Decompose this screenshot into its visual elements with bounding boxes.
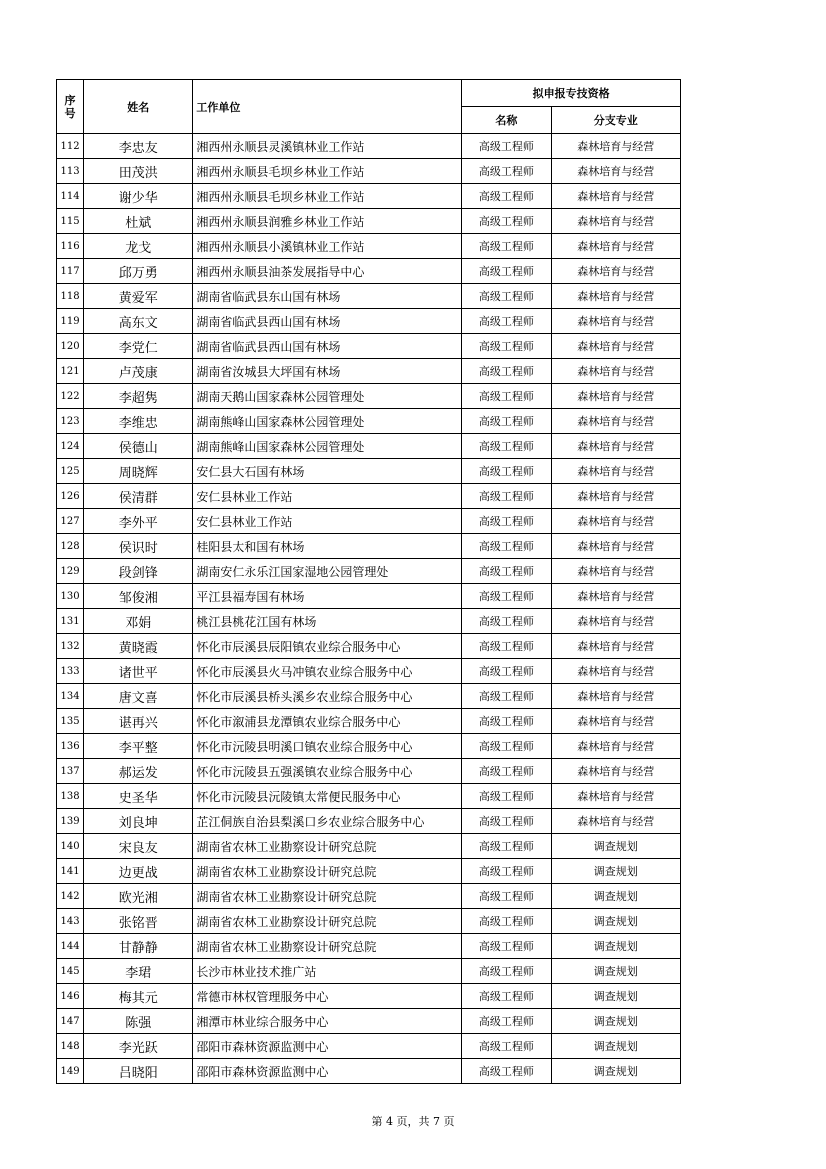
row-unit: 湖南省农林工业勘察设计研究总院 <box>193 884 462 909</box>
row-number: 127 <box>57 509 84 534</box>
row-specialty: 森林培育与经营 <box>551 659 680 684</box>
row-title: 高级工程师 <box>462 809 551 834</box>
row-specialty: 森林培育与经营 <box>551 209 680 234</box>
row-unit: 安仁县大石国有林场 <box>193 459 462 484</box>
row-name: 宋良友 <box>84 834 193 859</box>
row-unit: 安仁县林业工作站 <box>193 484 462 509</box>
table-row <box>57 534 681 559</box>
row-title: 高级工程师 <box>462 259 551 284</box>
row-name: 高东文 <box>84 309 193 334</box>
row-title: 高级工程师 <box>462 1009 551 1034</box>
row-unit: 怀化市沅陵县明溪口镇农业综合服务中心 <box>193 734 462 759</box>
row-name: 侯清群 <box>84 484 193 509</box>
table-row <box>57 709 681 734</box>
row-unit: 湘西州永顺县灵溪镇林业工作站 <box>193 134 462 159</box>
row-specialty: 调查规划 <box>551 984 680 1009</box>
row-title: 高级工程师 <box>462 184 551 209</box>
table-row <box>57 859 681 884</box>
row-specialty: 森林培育与经营 <box>551 784 680 809</box>
row-number: 129 <box>57 559 84 584</box>
row-title: 高级工程师 <box>462 634 551 659</box>
table-row <box>57 809 681 834</box>
row-title: 高级工程师 <box>462 284 551 309</box>
table-row <box>57 559 681 584</box>
row-specialty: 调查规划 <box>551 909 680 934</box>
row-title: 高级工程师 <box>462 709 551 734</box>
table-row <box>57 909 681 934</box>
row-specialty: 森林培育与经营 <box>551 684 680 709</box>
row-unit: 怀化市辰溪县辰阳镇农业综合服务中心 <box>193 634 462 659</box>
row-unit: 常德市林权管理服务中心 <box>193 984 462 1009</box>
row-title: 高级工程师 <box>462 559 551 584</box>
row-specialty: 森林培育与经营 <box>551 134 680 159</box>
row-title: 高级工程师 <box>462 334 551 359</box>
row-number: 148 <box>57 1034 84 1059</box>
row-name: 邓娟 <box>84 609 193 634</box>
seq-header-line2: 号 <box>64 106 76 120</box>
row-name: 陈强 <box>84 1009 193 1034</box>
row-number: 146 <box>57 984 84 1009</box>
row-name: 李超隽 <box>84 384 193 409</box>
row-specialty: 森林培育与经营 <box>551 759 680 784</box>
row-specialty: 森林培育与经营 <box>551 284 680 309</box>
table-row <box>57 309 681 334</box>
row-unit: 湖南天鹅山国家森林公园管理处 <box>193 384 462 409</box>
row-title: 高级工程师 <box>462 659 551 684</box>
row-title: 高级工程师 <box>462 384 551 409</box>
row-specialty: 森林培育与经营 <box>551 459 680 484</box>
row-title: 高级工程师 <box>462 484 551 509</box>
row-unit: 湖南省农林工业勘察设计研究总院 <box>193 934 462 959</box>
row-title: 高级工程师 <box>462 584 551 609</box>
row-unit: 湖南省农林工业勘察设计研究总院 <box>193 834 462 859</box>
row-number: 116 <box>57 234 84 259</box>
row-number: 147 <box>57 1009 84 1034</box>
row-title: 高级工程师 <box>462 609 551 634</box>
row-number: 140 <box>57 834 84 859</box>
row-title: 高级工程师 <box>462 209 551 234</box>
row-unit: 湘西州永顺县小溪镇林业工作站 <box>193 234 462 259</box>
personnel-table <box>56 79 681 1084</box>
table-row <box>57 984 681 1009</box>
page-footer: 第 4 页，共 7 页 <box>371 1115 455 1128</box>
row-specialty: 调查规划 <box>551 834 680 859</box>
row-name: 杜斌 <box>84 209 193 234</box>
row-title: 高级工程师 <box>462 309 551 334</box>
row-unit: 湖南省农林工业勘察设计研究总院 <box>193 859 462 884</box>
table-body <box>57 134 681 1084</box>
row-title: 高级工程师 <box>462 134 551 159</box>
row-unit: 怀化市辰溪县桥头溪乡农业综合服务中心 <box>193 684 462 709</box>
table-header <box>57 80 681 134</box>
row-specialty: 森林培育与经营 <box>551 409 680 434</box>
row-title: 高级工程师 <box>462 684 551 709</box>
row-number: 137 <box>57 759 84 784</box>
row-name: 李忠友 <box>84 134 193 159</box>
table-row <box>57 609 681 634</box>
row-number: 128 <box>57 534 84 559</box>
table-row <box>57 209 681 234</box>
table-row <box>57 334 681 359</box>
row-specialty: 森林培育与经营 <box>551 559 680 584</box>
table-row <box>57 934 681 959</box>
table-row <box>57 1059 681 1084</box>
table-row <box>57 834 681 859</box>
row-name: 诸世平 <box>84 659 193 684</box>
row-title: 高级工程师 <box>462 534 551 559</box>
row-number: 132 <box>57 634 84 659</box>
row-name: 史圣华 <box>84 784 193 809</box>
row-unit: 湖南省临武县西山国有林场 <box>193 309 462 334</box>
row-name: 谌再兴 <box>84 709 193 734</box>
table-row <box>57 584 681 609</box>
row-title: 高级工程师 <box>462 934 551 959</box>
table-row <box>57 1009 681 1034</box>
table-row <box>57 784 681 809</box>
row-number: 125 <box>57 459 84 484</box>
row-title: 高级工程师 <box>462 959 551 984</box>
row-specialty: 森林培育与经营 <box>551 159 680 184</box>
table-row <box>57 284 681 309</box>
table-row <box>57 484 681 509</box>
row-specialty: 森林培育与经营 <box>551 609 680 634</box>
qualification-header: 拟申报专技资格 <box>462 80 681 107</box>
row-unit: 湖南省汝城县大坪国有林场 <box>193 359 462 384</box>
row-title: 高级工程师 <box>462 884 551 909</box>
row-name: 田茂洪 <box>84 159 193 184</box>
title-header: 名称 <box>462 107 551 134</box>
row-unit: 怀化市沅陵县沅陵镇太常便民服务中心 <box>193 784 462 809</box>
row-unit: 湖南省农林工业勘察设计研究总院 <box>193 909 462 934</box>
row-unit: 湖南熊峰山国家森林公园管理处 <box>193 434 462 459</box>
unit-header: 工作单位 <box>193 80 462 134</box>
name-header: 姓名 <box>84 80 193 134</box>
row-title: 高级工程师 <box>462 1059 551 1084</box>
row-number: 119 <box>57 309 84 334</box>
row-unit: 邵阳市森林资源监测中心 <box>193 1034 462 1059</box>
row-unit: 湖南熊峰山国家森林公园管理处 <box>193 409 462 434</box>
row-unit: 湖南省临武县东山国有林场 <box>193 284 462 309</box>
row-specialty: 森林培育与经营 <box>551 809 680 834</box>
row-title: 高级工程师 <box>462 359 551 384</box>
table-row <box>57 634 681 659</box>
row-name: 李光跃 <box>84 1034 193 1059</box>
row-specialty: 调查规划 <box>551 884 680 909</box>
row-number: 139 <box>57 809 84 834</box>
row-number: 112 <box>57 134 84 159</box>
row-name: 李党仁 <box>84 334 193 359</box>
table-row <box>57 509 681 534</box>
table-row <box>57 759 681 784</box>
row-name: 边更战 <box>84 859 193 884</box>
row-specialty: 森林培育与经营 <box>551 384 680 409</box>
table-row <box>57 409 681 434</box>
row-number: 124 <box>57 434 84 459</box>
row-name: 欧光湘 <box>84 884 193 909</box>
row-number: 131 <box>57 609 84 634</box>
row-title: 高级工程师 <box>462 459 551 484</box>
row-unit: 湘西州永顺县毛坝乡林业工作站 <box>193 159 462 184</box>
row-name: 邹俊湘 <box>84 584 193 609</box>
row-unit: 桃江县桃花江国有林场 <box>193 609 462 634</box>
table-row <box>57 659 681 684</box>
row-specialty: 森林培育与经营 <box>551 709 680 734</box>
row-specialty: 森林培育与经营 <box>551 309 680 334</box>
row-name: 甘静静 <box>84 934 193 959</box>
table-row <box>57 884 681 909</box>
table-row <box>57 159 681 184</box>
row-specialty: 调查规划 <box>551 1009 680 1034</box>
row-specialty: 调查规划 <box>551 1059 680 1084</box>
row-number: 133 <box>57 659 84 684</box>
table-row <box>57 234 681 259</box>
table-row <box>57 434 681 459</box>
table-row <box>57 734 681 759</box>
row-title: 高级工程师 <box>462 1034 551 1059</box>
row-specialty: 森林培育与经营 <box>551 334 680 359</box>
row-specialty: 调查规划 <box>551 859 680 884</box>
table-row <box>57 1034 681 1059</box>
row-name: 郝运发 <box>84 759 193 784</box>
row-number: 122 <box>57 384 84 409</box>
row-number: 138 <box>57 784 84 809</box>
row-unit: 邵阳市森林资源监测中心 <box>193 1059 462 1084</box>
row-specialty: 森林培育与经营 <box>551 234 680 259</box>
row-unit: 湖南安仁永乐江国家湿地公园管理处 <box>193 559 462 584</box>
row-name: 吕晓阳 <box>84 1059 193 1084</box>
specialty-header: 分支专业 <box>551 107 680 134</box>
table-row <box>57 184 681 209</box>
row-name: 段剑锋 <box>84 559 193 584</box>
row-unit: 湘西州永顺县润雅乡林业工作站 <box>193 209 462 234</box>
row-unit: 安仁县林业工作站 <box>193 509 462 534</box>
row-title: 高级工程师 <box>462 434 551 459</box>
row-name: 周晓辉 <box>84 459 193 484</box>
table-row <box>57 359 681 384</box>
table-row <box>57 384 681 409</box>
row-unit: 湘潭市林业综合服务中心 <box>193 1009 462 1034</box>
row-name: 侯德山 <box>84 434 193 459</box>
row-title: 高级工程师 <box>462 984 551 1009</box>
row-number: 117 <box>57 259 84 284</box>
row-number: 115 <box>57 209 84 234</box>
row-specialty: 森林培育与经营 <box>551 434 680 459</box>
row-name: 邱万勇 <box>84 259 193 284</box>
row-name: 唐文喜 <box>84 684 193 709</box>
row-number: 114 <box>57 184 84 209</box>
row-number: 144 <box>57 934 84 959</box>
row-unit: 湘西州永顺县毛坝乡林业工作站 <box>193 184 462 209</box>
row-unit: 长沙市林业技术推广站 <box>193 959 462 984</box>
row-specialty: 森林培育与经营 <box>551 259 680 284</box>
row-specialty: 森林培育与经营 <box>551 584 680 609</box>
row-specialty: 森林培育与经营 <box>551 484 680 509</box>
row-unit: 怀化市沅陵县五强溪镇农业综合服务中心 <box>193 759 462 784</box>
row-unit: 桂阳县太和国有林场 <box>193 534 462 559</box>
row-unit: 湖南省临武县西山国有林场 <box>193 334 462 359</box>
row-title: 高级工程师 <box>462 159 551 184</box>
row-name: 龙戈 <box>84 234 193 259</box>
row-number: 143 <box>57 909 84 934</box>
table-row <box>57 134 681 159</box>
row-number: 120 <box>57 334 84 359</box>
row-unit: 湘西州永顺县油茶发展指导中心 <box>193 259 462 284</box>
row-specialty: 调查规划 <box>551 959 680 984</box>
table-row <box>57 684 681 709</box>
row-number: 134 <box>57 684 84 709</box>
row-specialty: 森林培育与经营 <box>551 734 680 759</box>
row-name: 卢茂康 <box>84 359 193 384</box>
row-name: 李平整 <box>84 734 193 759</box>
row-name: 李外平 <box>84 509 193 534</box>
row-specialty: 调查规划 <box>551 934 680 959</box>
row-number: 136 <box>57 734 84 759</box>
row-name: 黄晓霞 <box>84 634 193 659</box>
row-number: 118 <box>57 284 84 309</box>
row-name: 侯识时 <box>84 534 193 559</box>
row-name: 黄爱军 <box>84 284 193 309</box>
row-title: 高级工程师 <box>462 234 551 259</box>
row-specialty: 森林培育与经营 <box>551 509 680 534</box>
row-unit: 怀化市溆浦县龙潭镇农业综合服务中心 <box>193 709 462 734</box>
row-title: 高级工程师 <box>462 784 551 809</box>
row-number: 141 <box>57 859 84 884</box>
row-number: 123 <box>57 409 84 434</box>
table-row <box>57 259 681 284</box>
row-title: 高级工程师 <box>462 409 551 434</box>
row-name: 李珺 <box>84 959 193 984</box>
row-title: 高级工程师 <box>462 509 551 534</box>
row-specialty: 森林培育与经营 <box>551 634 680 659</box>
table-row <box>57 459 681 484</box>
row-unit: 平江县福寿国有林场 <box>193 584 462 609</box>
row-number: 145 <box>57 959 84 984</box>
row-specialty: 森林培育与经营 <box>551 359 680 384</box>
row-name: 刘良坤 <box>84 809 193 834</box>
row-number: 113 <box>57 159 84 184</box>
row-title: 高级工程师 <box>462 734 551 759</box>
row-title: 高级工程师 <box>462 834 551 859</box>
row-specialty: 调查规划 <box>551 1034 680 1059</box>
table-row <box>57 959 681 984</box>
seq-header-line1: 序 <box>64 93 76 107</box>
row-number: 126 <box>57 484 84 509</box>
row-title: 高级工程师 <box>462 859 551 884</box>
row-specialty: 森林培育与经营 <box>551 184 680 209</box>
seq-header <box>57 80 84 134</box>
row-name: 李维忠 <box>84 409 193 434</box>
row-number: 121 <box>57 359 84 384</box>
row-name: 张铭晋 <box>84 909 193 934</box>
row-unit: 怀化市辰溪县火马冲镇农业综合服务中心 <box>193 659 462 684</box>
row-unit: 芷江侗族自治县梨溪口乡农业综合服务中心 <box>193 809 462 834</box>
row-title: 高级工程师 <box>462 759 551 784</box>
row-number: 149 <box>57 1059 84 1084</box>
row-specialty: 森林培育与经营 <box>551 534 680 559</box>
row-number: 135 <box>57 709 84 734</box>
row-number: 142 <box>57 884 84 909</box>
row-title: 高级工程师 <box>462 909 551 934</box>
row-name: 谢少华 <box>84 184 193 209</box>
row-name: 梅其元 <box>84 984 193 1009</box>
row-number: 130 <box>57 584 84 609</box>
